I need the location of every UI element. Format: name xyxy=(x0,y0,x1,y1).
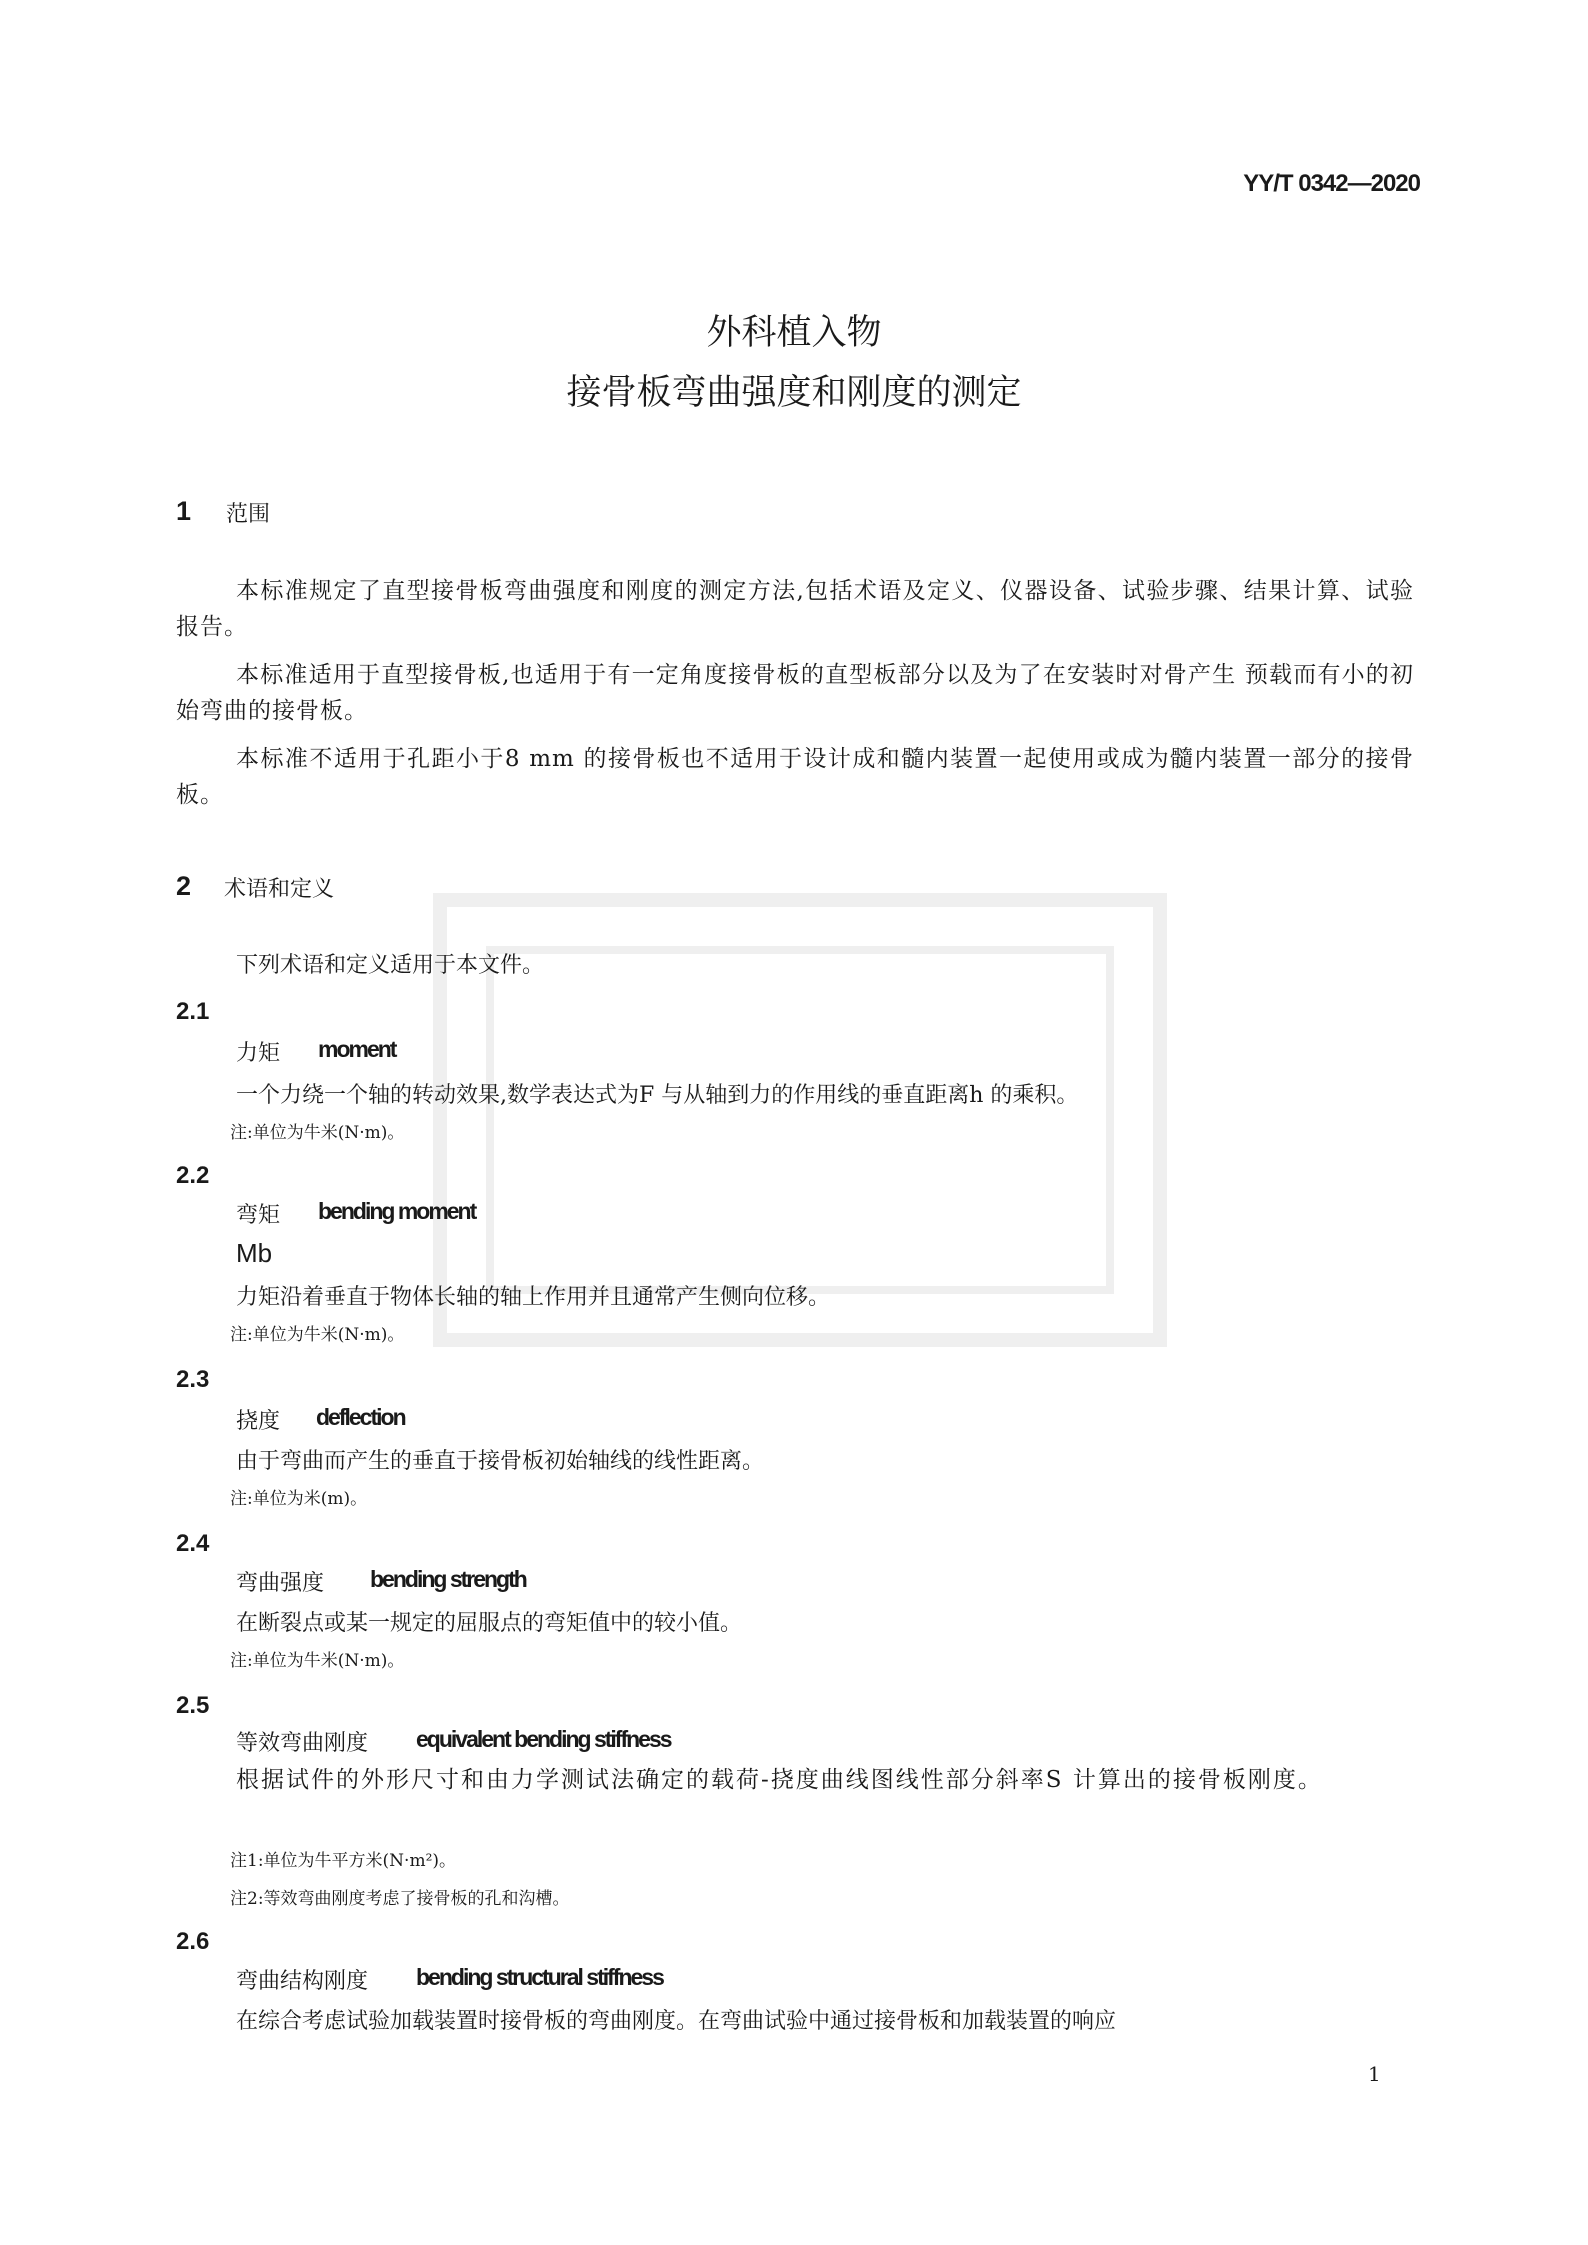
term-definition: 由于弯曲而产生的垂直于接骨板初始轴线的线性距离。 xyxy=(236,1449,765,1474)
term-number: 2.2 xyxy=(176,1162,210,1189)
term-definition: 一个力绕一个轴的转动效果,数学表达式为F 与从轴到力的作用线的垂直距离h 的乘积。 xyxy=(236,1083,1079,1108)
term-chinese: 挠度 xyxy=(236,1409,281,1434)
term-english: equivalent bending stiffness xyxy=(416,1726,671,1752)
term-chinese: 力矩 xyxy=(236,1041,281,1066)
term-english: deflection xyxy=(316,1404,405,1430)
section-number: 1 xyxy=(176,496,192,526)
page-number: 1 xyxy=(1368,2062,1381,2086)
section-title: 术语和定义 xyxy=(224,877,335,902)
term-number: 2.3 xyxy=(176,1366,210,1393)
term-note: 注:单位为米(m)。 xyxy=(230,1489,368,1509)
paragraph: 本标准适用于直型接骨板,也适用于有一定角度接骨板的直型板部分以及为了在安装时对骨产生 预载而有小的初始弯曲的接骨板。 xyxy=(176,662,1414,724)
term-definition: 根据试件的外形尺寸和由力学测试法确定的载荷-挠度曲线图线性部分斜率S 计算出的接骨板刚度。 xyxy=(236,1767,1323,1793)
term-note: 注1:单位为牛平方米(N·m²)。 xyxy=(230,1851,457,1871)
standard-number: YY/T 0342—2020 xyxy=(1243,170,1420,197)
term-definition: 在综合考虑试验加载装置时接骨板的弯曲刚度。在弯曲试验中通过接骨板和加载装置的响应 xyxy=(236,2009,1117,2034)
term-note: 注:单位为牛米(N·m)。 xyxy=(230,1325,405,1345)
term-definition: 力矩沿着垂直于物体长轴的轴上作用并且通常产生侧向位移。 xyxy=(236,1285,831,1310)
term-number: 2.5 xyxy=(176,1692,210,1719)
paragraph: 本标准不适用于孔距小于8 mm 的接骨板也不适用于设计成和髓内装置一起使用或成为髓内装置一部分的接骨板。 xyxy=(176,746,1414,808)
term-chinese: 弯曲结构刚度 xyxy=(236,1969,369,1994)
term-number: 2.1 xyxy=(176,998,210,1025)
section-title: 范围 xyxy=(226,502,271,527)
section-intro: 下列术语和定义适用于本文件。 xyxy=(236,953,545,978)
document-title-line2: 接骨板弯曲强度和刚度的测定 xyxy=(566,373,1022,413)
term-chinese: 弯曲强度 xyxy=(236,1571,325,1596)
term-english: bending moment xyxy=(318,1198,476,1224)
term-symbol: Mb xyxy=(236,1238,273,1268)
term-chinese: 弯矩 xyxy=(236,1203,281,1228)
term-english: bending structural stiffness xyxy=(416,1964,663,1990)
term-english: bending strength xyxy=(370,1566,526,1592)
term-note: 注:单位为牛米(N·m)。 xyxy=(230,1123,405,1143)
term-note: 注2:等效弯曲刚度考虑了接骨板的孔和沟槽。 xyxy=(230,1889,570,1909)
term-definition: 在断裂点或某一规定的屈服点的弯矩值中的较小值。 xyxy=(236,1611,743,1636)
term-note: 注:单位为牛米(N·m)。 xyxy=(230,1651,405,1671)
section-number: 2 xyxy=(176,871,192,901)
paragraph: 本标准规定了直型接骨板弯曲强度和刚度的测定方法,包括术语及定义、仪器设备、试验步骤、结果计算、试验报告。 xyxy=(176,578,1414,640)
term-number: 2.6 xyxy=(176,1928,210,1955)
term-english: moment xyxy=(318,1036,396,1062)
term-chinese: 等效弯曲刚度 xyxy=(236,1731,369,1756)
document-title-line1: 外科植入物 xyxy=(706,313,882,353)
term-number: 2.4 xyxy=(176,1530,210,1557)
